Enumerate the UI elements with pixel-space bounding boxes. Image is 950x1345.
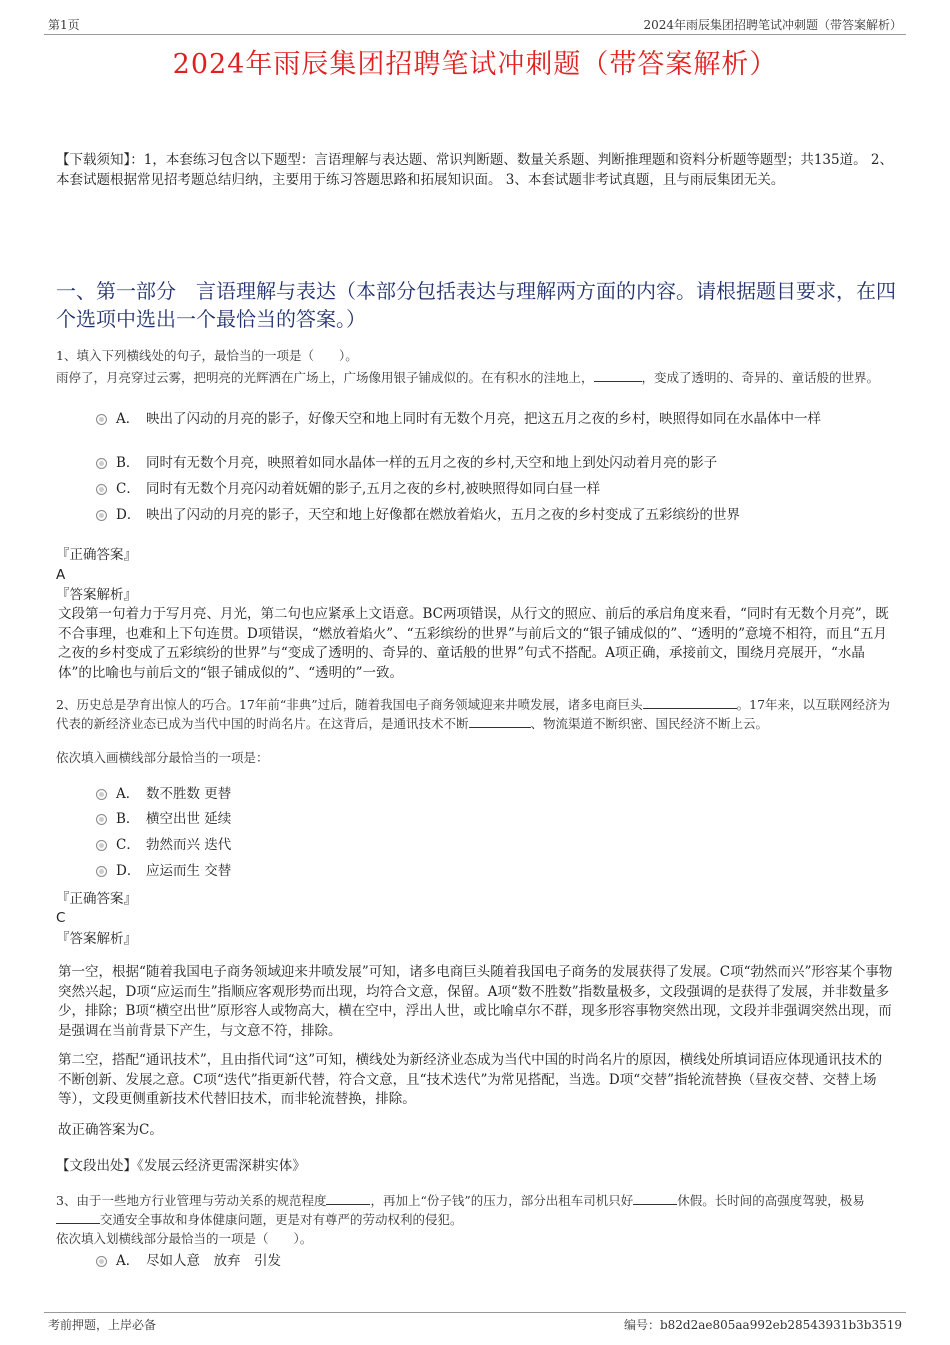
radio-icon[interactable] — [96, 414, 107, 425]
q2-analysis-p2: 第二空，搭配“通讯技术”，且由指代词“这”可知，横线处为新经济业态成为当代中国的时尚名片的原因，横线处所填词语应体现通讯技术的不断创新、发展之意。C项“迭代”指更新代替，符合文意，且“技术迭代”为常见搭配，当选。D项“交替”指轮流替换（昼夜交替、交替上场等），文段更侧重新技术代替旧技术，而非轮流替换，排除。 — [58, 1052, 883, 1107]
radio-icon[interactable] — [96, 510, 107, 521]
header-doc-title: 2024年雨辰集团招聘笔试冲刺题（带答案解析） — [643, 18, 902, 32]
q2-source: 【文段出处】《发展云经济更需深耕实体》 — [56, 1158, 306, 1174]
q3-blank-2 — [633, 1192, 677, 1205]
page-header — [44, 14, 906, 35]
page-footer — [44, 1312, 906, 1335]
q3-blank-1 — [326, 1192, 370, 1205]
q2-blank-1 — [643, 696, 737, 709]
q2-correct-label: 『正确答案』 — [56, 891, 137, 907]
q2-analysis-p3: 故正确答案为C。 — [58, 1122, 163, 1138]
q1-option-a[interactable]: A． 映出了闪动的月亮的影子，好像天空和地上同时有无数个月亮，把这五月之夜的乡村，映照得如同在水晶体中一样 — [96, 409, 886, 430]
q2-analysis-p1: 第一空，根据“随着我国电子商务领域迎来井喷发展”可知，诸多电商巨头随着我国电子商务的发展获得了发展。C项“勃然而兴”形容某个事物突然兴起，D项“应运而生”指顺应客观形势而出现，均符合文意，保留。A项“数不胜数”指数量极多，文段强调的是获得了发展，并非数量多少，排除；B项“横空出世”原形容人或物高大，横在空中，浮出人世，或比喻卓尔不群，现多形容事物突然出现，文段并非强调突然出现，而是强调在当前背景下产生，与文意不符，排除。 — [58, 964, 893, 1039]
q2-option-a[interactable]: A． 数不胜数 更替 — [96, 784, 886, 805]
radio-icon[interactable] — [96, 1256, 107, 1267]
q1-analysis: 文段第一句着力于写月亮、月光，第二句也应紧承上文语意。BC两项错误，从行文的照应、前后的承启角度来看，“同时有无数个月亮”，既不合事理，也难和上下句连贯。D项错误，“燃放着焰火”、“五彩缤纷的世界”与前后文的“银子铺成似的”、“透明的”意境不相符，而且“五月之夜的乡村变成了五彩缤纷的世界”与“变成了透明的、奇异的、童话般的世界”句式不搭配。A项正确，承接前文，围绕月亮展开，“水晶体”的比喻也与前后文的“银子铺成似的”、“透明的”一致。 — [58, 606, 889, 681]
q1-option-b[interactable]: B． 同时有无数个月亮，映照着如同水晶体一样的五月之夜的乡村,天空和地上到处闪动着月亮的影子 — [96, 453, 886, 474]
q1-answer: A — [56, 567, 66, 583]
footer-slogan: 考前押题，上岸必备 — [48, 1318, 157, 1332]
q2-prompt: 依次填入画横线部分最恰当的一项是： — [56, 750, 269, 765]
radio-icon[interactable] — [96, 484, 107, 495]
radio-icon[interactable] — [96, 814, 107, 825]
q2-blank-2 — [469, 715, 531, 728]
q2-analysis-label: 『答案解析』 — [56, 931, 137, 947]
q3-option-a[interactable]: A． 尽如人意 放弃 引发 — [96, 1251, 886, 1272]
radio-icon[interactable] — [96, 789, 107, 800]
q1-blank — [594, 369, 642, 382]
q1-text: 雨停了，月亮穿过云雾，把明亮的光辉洒在广场上，广场像用银子铺成似的。在有积水的洼地上， ，变成了透明的、奇异的、童话般的世界。 — [56, 370, 880, 385]
q2-option-c[interactable]: C． 勃然而兴 迭代 — [96, 835, 886, 856]
q2-stem: 2、历史总是孕育出惊人的巧合。17年前“非典”过后，随着我国电子商务领域迎来井喷发展，诸多电商巨头 。17年来，以互联网经济为代表的新经济业态已成为当代中国的时尚名片。在这背后，是通讯技术不断 、物流渠道不断织密、国民经济不断上云。 — [56, 697, 891, 731]
q3-blank-3 — [56, 1211, 100, 1224]
download-notice: 【下载须知】：1，本套练习包含以下题型：言语理解与表达题、常识判断题、数量关系题、判断推理题和资料分析题等题型；共135道。 2、本套试题根据常见招考题总结归纳，主要用于练习答题思路和拓展知识面。 3、本套试题非考试真题，且与雨辰集团无关。 — [56, 152, 893, 188]
q1-analysis-label: 『答案解析』 — [56, 587, 137, 603]
q3-stem: 3、由于一些地方行业管理与劳动关系的规范程度 ，再加上“份子钱”的压力，部分出租车司机只好 休假。长时间的高强度驾驶，极易交通安全事故和身体健康问题，更是对有尊严的劳动权利的侵犯。 — [56, 1193, 865, 1227]
page-title: 2024年雨辰集团招聘笔试冲刺题（带答案解析） — [172, 49, 778, 80]
q2-answer: C — [56, 910, 66, 926]
q1-stem: 1、填入下列横线处的句子，最恰当的一项是（ ）。 — [56, 348, 358, 363]
q1-option-c[interactable]: C． 同时有无数个月亮闪动着妩媚的影子,五月之夜的乡村,被映照得如同白昼一样 — [96, 479, 886, 500]
q1-correct-label: 『正确答案』 — [56, 547, 137, 563]
q1-option-d[interactable]: D． 映出了闪动的月亮的影子，天空和地上好像都在燃放着焰火，五月之夜的乡村变成了五彩缤纷的世界 — [96, 505, 886, 526]
q2-option-d[interactable]: D． 应运而生 交替 — [96, 861, 886, 882]
q2-option-b[interactable]: B． 横空出世 延续 — [96, 809, 886, 830]
page-number: 第1页 — [48, 18, 80, 32]
q3-prompt: 依次填入划横线部分最恰当的一项是（ ）。 — [56, 1231, 313, 1246]
section-heading: 一、第一部分 言语理解与表达（本部分包括表达与理解两方面的内容。请根据题目要求，在四个选项中选出一个最恰当的答案。） — [56, 279, 896, 331]
radio-icon[interactable] — [96, 458, 107, 469]
radio-icon[interactable] — [96, 840, 107, 851]
radio-icon[interactable] — [96, 866, 107, 877]
footer-doc-id: 编号：b82d2ae805aa992eb28543931b3b3519 — [623, 1318, 902, 1332]
